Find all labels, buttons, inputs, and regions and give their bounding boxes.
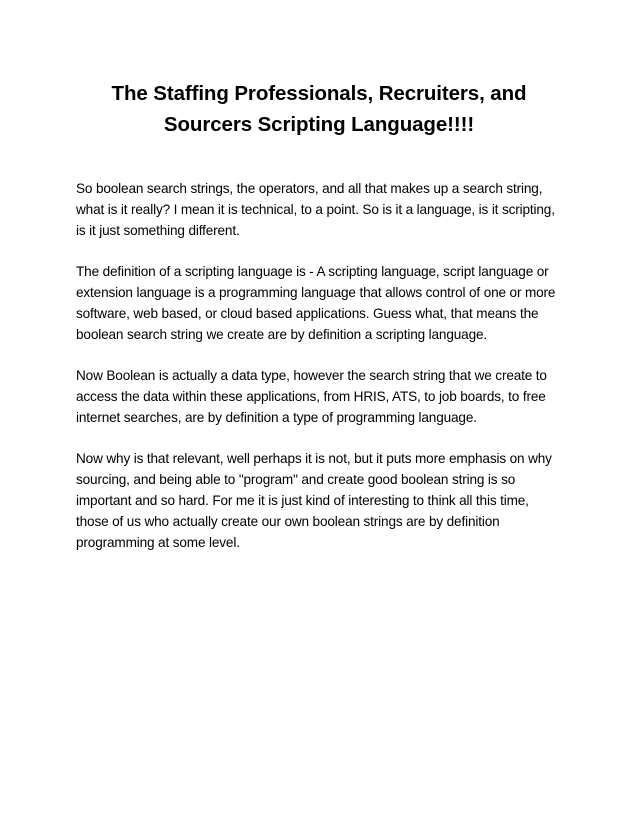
paragraph-line: The definition of a scripting language is - A scripting language, script language or xyxy=(76,264,549,279)
paragraph-line: Now why is that relevant, well perhaps it is not, but it puts more emphasis on why xyxy=(76,451,552,466)
title-line: The Staffing Professionals, Recruiters, and xyxy=(111,82,527,105)
paragraph-line: boolean search string we create are by definition a scripting language. xyxy=(76,327,488,342)
paragraph-3 xyxy=(76,365,576,428)
paragraph-line: sourcing, and being able to "program" and create good boolean string is so xyxy=(76,472,516,487)
paragraph-line: programming at some level. xyxy=(76,535,240,550)
paragraph-line: Now Boolean is actually a data type, however the search string that we create to xyxy=(76,368,547,383)
paragraph-1 xyxy=(76,178,576,241)
paragraph-line: So boolean search strings, the operators, and all that makes up a search string, xyxy=(76,181,543,196)
paragraph-line: extension language is a programming language that allows control of one or more xyxy=(76,285,556,300)
paragraph-2 xyxy=(76,261,576,345)
paragraph-line: software, web based, or cloud based applications. Guess what, that means the xyxy=(76,306,539,321)
paragraph-line: those of us who actually create our own boolean strings are by definition xyxy=(76,514,500,529)
paragraph-line: is it just something different. xyxy=(76,223,240,238)
document-body xyxy=(76,178,576,573)
paragraph-line: internet searches, are by definition a type of programming language. xyxy=(76,410,477,425)
paragraph-4 xyxy=(76,448,576,553)
paragraph-line: important and so hard. For me it is just kind of interesting to think all this time, xyxy=(76,493,529,508)
title-line: Sourcers Scripting Language!!!! xyxy=(163,113,475,136)
paragraph-line: access the data within these applications, from HRIS, ATS, to job boards, to free xyxy=(76,389,546,404)
document-title xyxy=(60,78,578,140)
paragraph-line: what is it really? I mean it is technical, to a point. So is it a language, is it scripting, xyxy=(76,202,555,217)
